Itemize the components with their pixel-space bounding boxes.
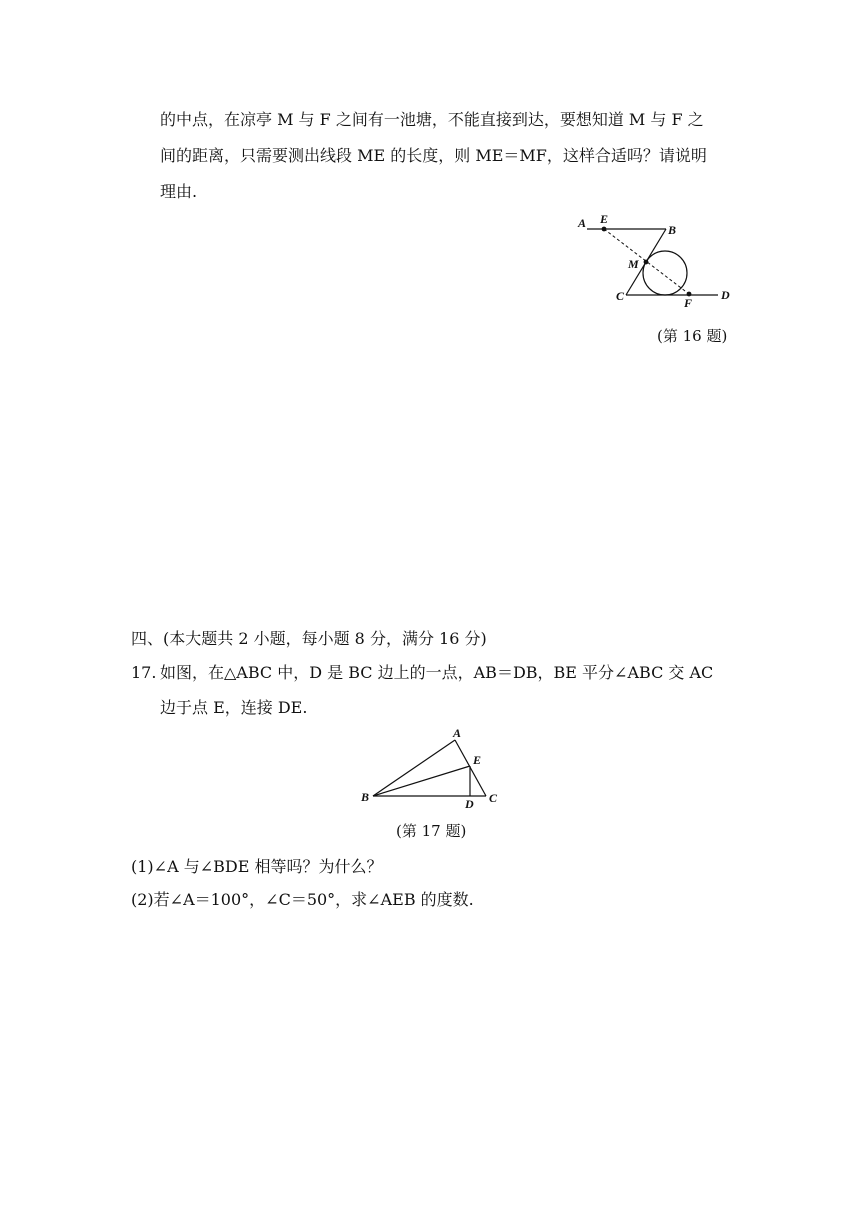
fig17-label-d: D [465,797,474,811]
fig16-label-m: M [628,257,639,271]
fig16-label-e: E [600,212,609,226]
problem16-caption: (第 16 题) [657,327,728,345]
fig16-label-d: D [721,288,730,302]
problem16-text-line1: 的中点，在凉亭 M 与 F 之间有一池塘，不能直接到达，要想知道 M 与 F 之 [160,110,704,129]
problem17-question-2: (2)若∠A＝100°，∠C＝50°，求∠AEB 的度数. [131,890,474,909]
problem17-caption: (第 17 题) [396,822,467,840]
fig16-label-c: C [616,289,625,303]
problem16-figure [570,206,740,316]
fig17-label-b: B [361,790,370,804]
fig17-label-a: A [453,726,462,740]
problem17-text-line2: 边于点 E，连接 DE. [160,698,308,717]
problem17-question-1: (1)∠A 与∠BDE 相等吗？为什么？ [131,857,383,876]
problem17-number: 17. [131,663,157,682]
fig16-label-b: B [668,223,677,237]
section4-heading: 四、(本大题共 2 小题，每小题 8 分，满分 16 分) [131,629,487,648]
fig17-label-c: C [489,791,498,805]
fig17-label-e: E [473,753,482,767]
problem16-text-line2: 间的距离，只需要测出线段 ME 的长度，则 ME＝MF，这样合适吗？请说明 [160,146,707,165]
fig16-label-a: A [578,216,587,230]
problem17-figure [355,726,505,816]
problem17-text-line1: 如图，在△ABC 中，D 是 BC 边上的一点，AB＝DB，BE 平分∠ABC 交 AC [160,663,714,682]
problem16-text-line3: 理由. [160,182,198,201]
fig16-label-f: F [684,296,693,310]
